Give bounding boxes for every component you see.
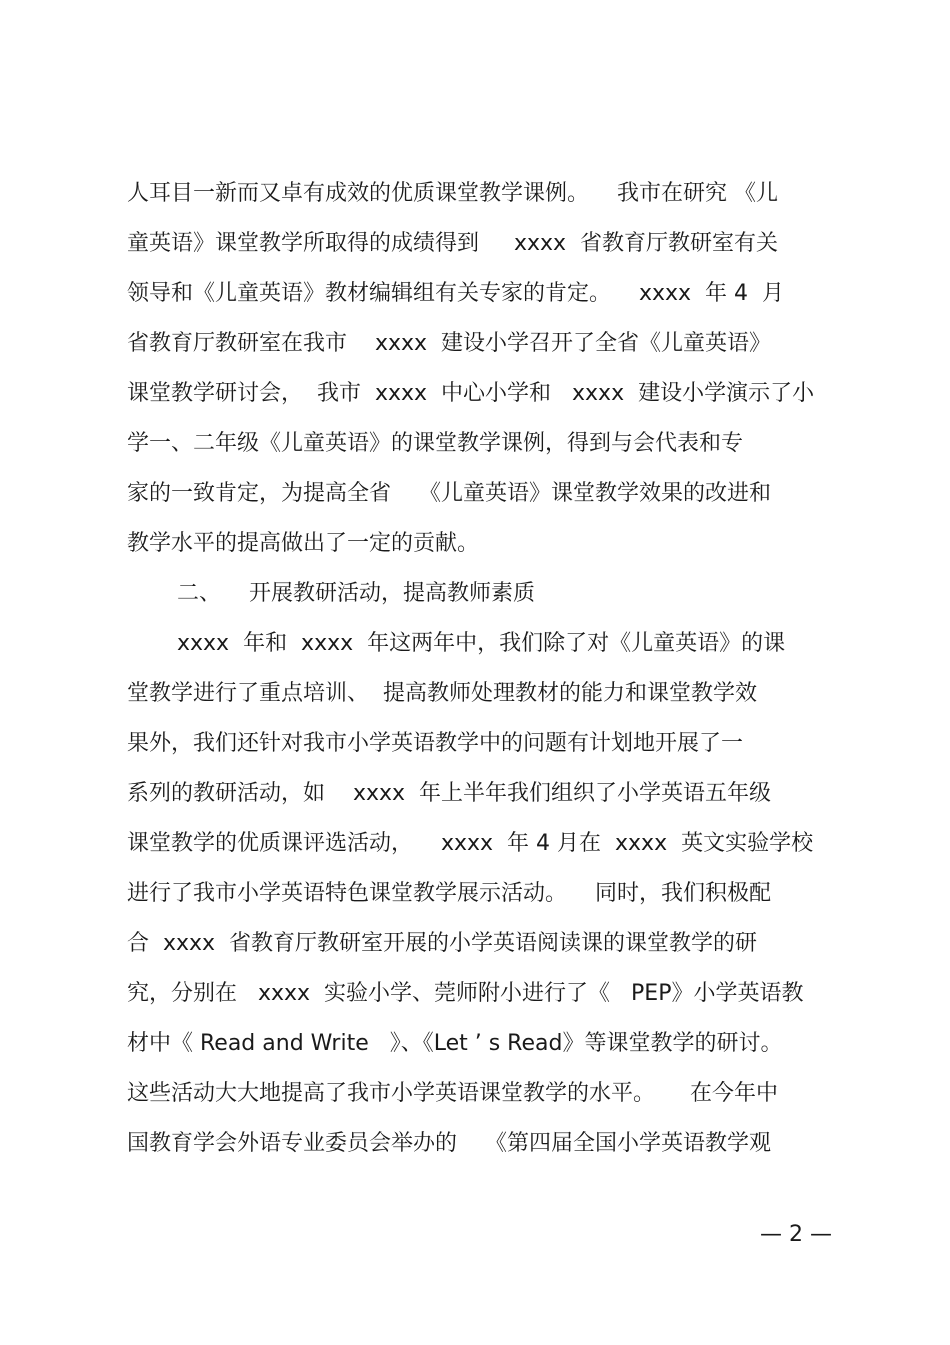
- section-heading: 二、 开展教研活动，提高教师素质: [177, 581, 535, 606]
- text-line: 教学水平的提高做出了一定的贡献。: [127, 531, 480, 556]
- text-line: 领导和《儿童英语》教材编辑组有关专家的肯定。 xxxx 年 4 月: [127, 281, 785, 306]
- text-line: 堂教学进行了重点培训、 提高教师处理教材的能力和课堂教学效: [127, 681, 757, 706]
- text-line: 学一、二年级《儿童英语》的课堂教学课例，得到与会代表和专: [127, 431, 744, 456]
- paragraph-start-line: xxxx 年和 xxxx 年这两年中，我们除了对《儿童英语》的课: [177, 631, 786, 656]
- text-line: 童英语》课堂教学所取得的成绩得到 xxxx 省教育厅教研室有关: [127, 231, 779, 256]
- text-line: 果外，我们还针对我市小学英语教学中的问题有计划地开展了一: [127, 731, 744, 756]
- text-line: 国教育学会外语专业委员会举办的 《第四届全国小学英语教学观: [127, 1131, 771, 1156]
- text-line: 这些活动大大地提高了我市小学英语课堂教学的水平。 在今年中: [127, 1081, 778, 1106]
- text-line: 系列的教研活动，如 xxxx 年上半年我们组织了小学英语五年级: [127, 781, 772, 806]
- text-line: 省教育厅教研室在我市 xxxx 建设小学召开了全省《儿童英语》: [127, 331, 772, 356]
- text-line: 人耳目一新而又卓有成效的优质课堂教学课例。 我市在研究 《儿: [127, 181, 778, 206]
- page-number: — 2 —: [760, 1222, 832, 1247]
- text-line: 课堂教学研讨会， 我市 xxxx 中心小学和 xxxx 建设小学演示了小: [127, 381, 815, 406]
- body-text: [127, 172, 837, 1172]
- text-line: 进行了我市小学英语特色课堂教学展示活动。 同时，我们积极配: [127, 881, 771, 906]
- text-line: 材中《 Read and Write 》、《Let ’ s Read》等课堂教学的研讨。: [127, 1031, 783, 1056]
- text-line: 究，分别在 xxxx 实验小学、莞师附小进行了《 PEP》小学英语教: [127, 981, 804, 1006]
- text-line: 家的一致肯定，为提高全省 《儿童英语》课堂教学效果的改进和: [127, 481, 771, 506]
- text-line: 课堂教学的优质课评选活动， xxxx 年 4 月在 xxxx 英文实验学校: [127, 831, 814, 856]
- text-line: 合 xxxx 省教育厅教研室开展的小学英语阅读课的课堂教学的研: [127, 931, 758, 956]
